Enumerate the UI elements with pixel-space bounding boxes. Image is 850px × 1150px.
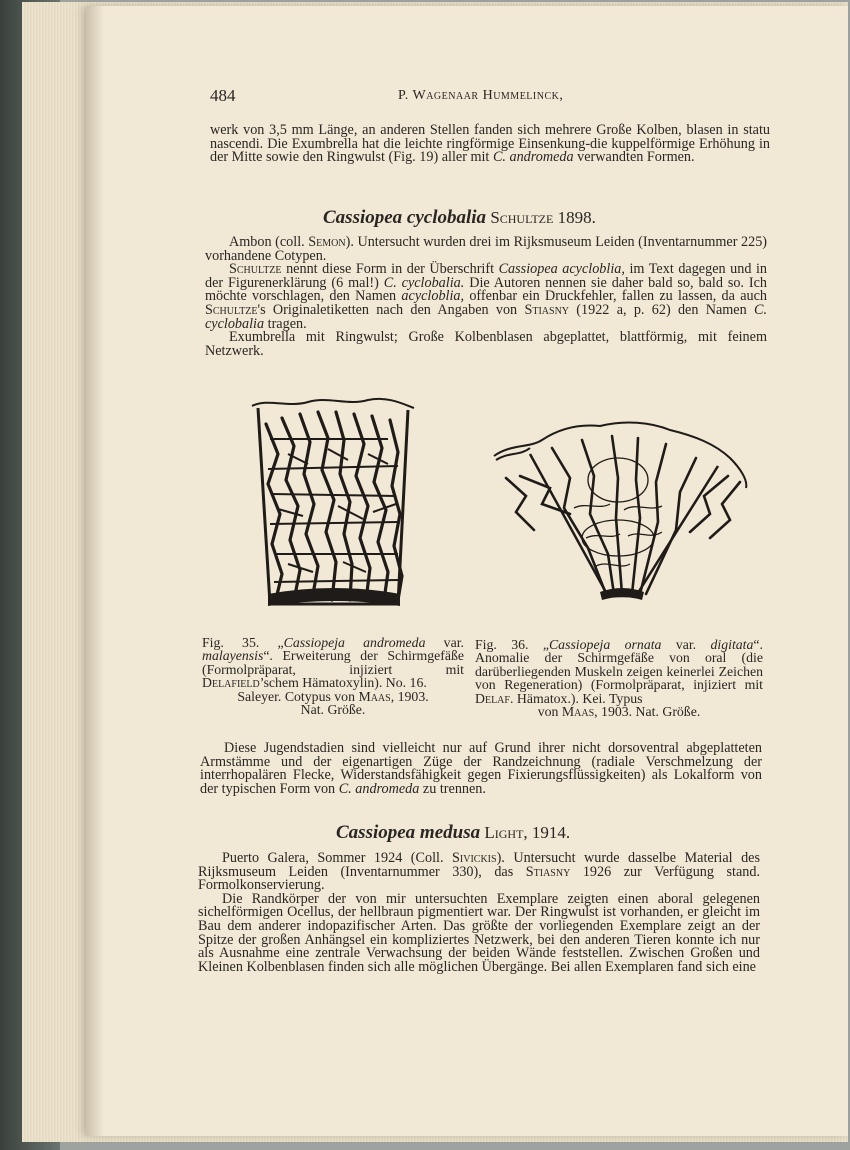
species-year: 1898. [557,208,596,227]
intro-text: werk von 3,5 mm Länge, an anderen Stellen fanden sich mehrere Große Kolben, blasen in statu nascendi. Die Exumbrella hat die leichte ringförmige Einsenkung-die kuppelförmige Erhöhung in der Mitte sowie den Ringwulst (Fig. 19) aller mit [210,122,770,166]
species-name: Cassiopea cyclobalia [323,207,487,228]
intro-tail: verwandten Formen. [573,149,695,166]
section-heading-cyclobalia [323,207,596,229]
species-year: , 1914. [523,823,571,842]
intro-paragraph [210,124,770,165]
figure-36-caption: Fig. 36. „Cassiopeja ornata var. digitata“. Anomalie der Schirmgefäße von oral (die darüberliegenden Muskeln zeigen keinerlei Zeichen von Regeneration) (Formolpräparat, injiziert mit Delaf. Hämatox.). Kei. Typus von Maas, 1903. Nat. Größe. [475,637,763,720]
figure-36-label: Fig. 36. [475,637,529,652]
figure-35-caption: Fig. 35. „Cassiopeja andromeda var. malayensis“. Erweiterung der Schirmgefäße (Formolpräparat, injiziert mit Delafield’schem Hämatoxylin). No. 16. Saleyer. Cotypus von Maas, 1903. Nat. Größe. [202,635,464,718]
gutter-shadow [86,6,104,1136]
species-author: Schultze [490,208,554,227]
intro-species: C. andromeda [492,149,574,166]
section1-paragraph-2: Schultze nennt diese Form in der Überschrift Cassiopea acycloblia, im Text dagegen und in der Figurenerklärung (6 mal!) C. cyclobalia. Die Autoren nennen sie daher bald so, bald so. Ich möchte vorschlagen, den Namen acycloblia, offenbar ein Druckfehler, fallen zu lassen, da auch Schultze's Originaletiketten nach den Angaben von Stiasny (1922 a, p. 62) den Namen C. cyclobalia tragen. [205,261,768,332]
figure-35-label: Fig. 35. [202,635,260,650]
running-head: P. Wagenaar Hummelinck, [398,88,564,103]
section-heading-medusa [336,822,570,844]
species-name: Cassiopea medusa [336,822,481,843]
paragraph-after-figures: Diese Jugendstadien sind vielleicht nur auf Grund ihrer nicht dorsoventral abgeplatteten Armstämme und der eigenartigen Züge der Randzeichnung (radiale Verschmelzung der interrhopalären Flecke, Widerstandsfähigkeit gegen Fixierungsflüssigkeiten) als Lokalform von der typischen Form von C. andromeda zu trennen. [200,740,762,797]
section2-paragraph-1: Puerto Galera, Sommer 1924 (Coll. Sivickis). Untersucht wurde dasselbe Material des Rijksmuseum Leiden (Inventarnummer 330), das Stiasny 1926 zur Verfügung stand. Formolkonservierung. [198,850,760,894]
section1-body [205,236,767,358]
section2-paragraph-2: Die Randkörper der von mir untersuchten Exemplare zeigten einen aboral gelegenen sichelförmigen Ocellus, der hellbraun pigmentiert war. Der Ringwulst ist vorhanden, er gleicht im Bau dem anderer indopazifischer Arten. Das größte der vorliegenden Exemplare zeigt an der Spitze der großen Anhängsel ein kompliziertes Netzwerk, bei den anderen Tieren konnte ich nur als Ausnahme eine zentrale Verwachsung der beiden Wände feststellen. Zwischen Großen und Kleinen Kolbenblasen finden sich alle möglichen Übergänge. Bei allen Exemplaren fand sich eine [198,890,760,975]
section1-paragraph-3: Exumbrella mit Ringwulst; Große Kolbenblasen abgeplattet, blattförmig, mit feinem Netzwerk. [205,329,767,359]
page-header [210,86,770,108]
page-number: 484 [210,86,236,105]
figure-35-illustration [248,394,418,616]
section2-body [198,852,760,974]
figure-36-illustration [490,418,752,604]
section1-paragraph-1: Ambon (coll. Semon). Untersucht wurden drei im Rijksmuseum Leiden (Inventarnummer 225) vorhandene Cotypen. [205,234,768,264]
species-author: Light [484,823,524,842]
